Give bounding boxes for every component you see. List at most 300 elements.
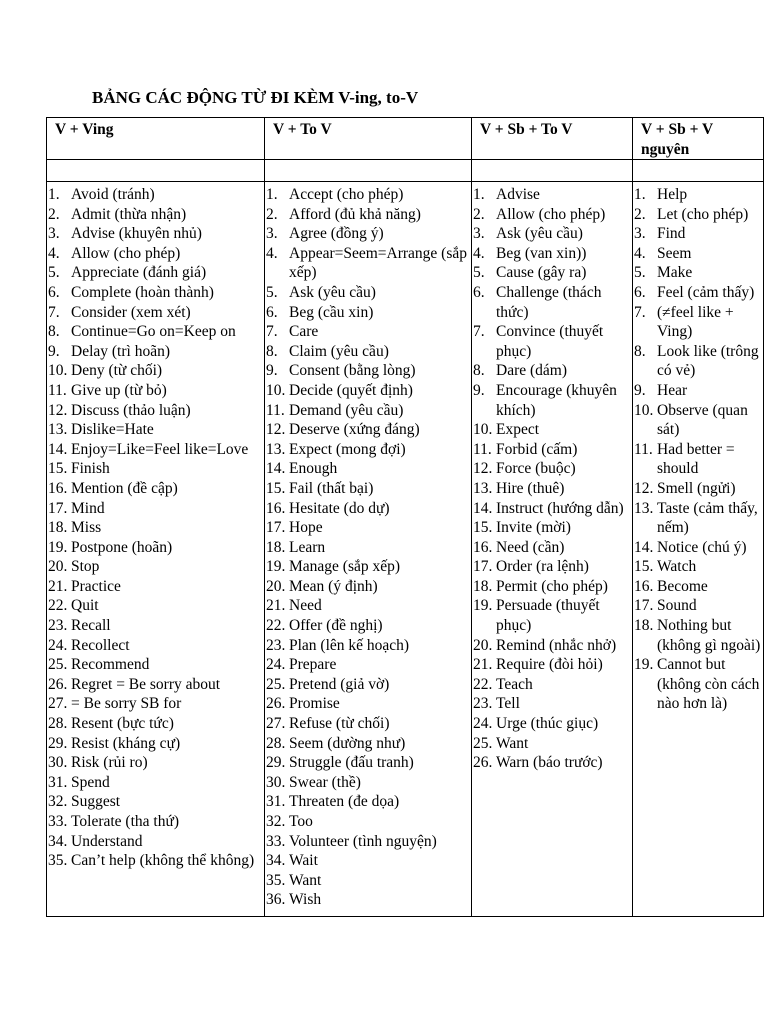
list-item: [47, 655, 264, 675]
list-item: [633, 577, 763, 597]
list-item: [47, 792, 264, 812]
list-item-number: 7.: [266, 323, 278, 341]
list-item: [47, 322, 264, 342]
list-item-text: Decide (quyết định): [289, 381, 413, 399]
list-item-text: Mean (ý định): [289, 577, 378, 595]
list-item-number: 10.: [266, 381, 286, 399]
list-item: [47, 244, 264, 264]
list-item-number: 18.: [266, 538, 286, 556]
list-item-number: 14.: [266, 460, 286, 478]
list-item-text: Delay (trì hoãn): [71, 342, 170, 360]
list-item-text: Deserve (xứng đáng): [289, 421, 420, 439]
list-item-text: Can’t help (không thể không): [71, 852, 255, 870]
list-item-text: Cause (gây ra): [496, 264, 587, 282]
list-item-text: Accept (cho phép): [289, 186, 404, 203]
verb-list-v-sb-to-v: [472, 182, 632, 779]
list-item-text: Miss: [71, 519, 102, 537]
list-item-text: Become: [657, 577, 708, 595]
list-item-number: 29.: [48, 734, 68, 752]
list-item: [472, 263, 632, 283]
list-item: [472, 459, 632, 479]
list-item-text: Mind: [71, 499, 105, 517]
header-v-to-v: V + To V: [265, 118, 472, 160]
list-item-number: 9.: [48, 342, 60, 360]
list-item: [265, 283, 471, 303]
list-item: [47, 185, 264, 205]
list-cell-v-sb-v-nguyen: [633, 182, 764, 917]
empty-cell: [633, 160, 764, 182]
list-item-text: Beg (cầu xin): [289, 303, 374, 321]
list-item-number: 13.: [634, 499, 654, 517]
list-item: [265, 792, 471, 812]
empty-cell: [472, 160, 633, 182]
list-item: [265, 401, 471, 421]
list-item-text: Pretend (giả vờ): [289, 675, 390, 693]
list-item: [472, 244, 632, 264]
list-item: [472, 420, 632, 440]
list-item: [633, 557, 763, 577]
list-item-text: Taste (cảm thấy, nếm): [657, 499, 758, 537]
list-item-text: Forbid (cấm): [496, 440, 578, 458]
list-item-text: Help: [657, 186, 688, 203]
list-item-text: Feel (cảm thấy): [657, 283, 755, 301]
list-item: [47, 479, 264, 499]
list-item-number: 10.: [48, 362, 68, 380]
list-item: [633, 342, 763, 381]
list-item-number: 23.: [473, 695, 493, 713]
list-item-text: Urge (thúc giục): [496, 715, 599, 733]
list-item: [47, 694, 264, 714]
list-item-number: 18.: [473, 577, 493, 595]
list-item-number: 2.: [266, 205, 278, 223]
list-item-text: Fail (thất bại): [289, 479, 374, 497]
list-item-number: 1.: [473, 186, 485, 203]
list-item: [265, 342, 471, 362]
list-item-number: 1.: [266, 186, 278, 203]
list-item-number: 33.: [266, 832, 286, 850]
list-item-number: 7.: [634, 303, 646, 321]
list-item: [633, 381, 763, 401]
list-item-text: Teach: [496, 675, 533, 693]
list-item-text: Offer (đề nghị): [289, 617, 383, 635]
list-item: [265, 420, 471, 440]
list-item-text: Avoid (tránh): [71, 186, 155, 203]
list-item-text: Dislike=Hate: [71, 421, 154, 439]
list-item-text: Want: [496, 734, 529, 752]
verb-table: [46, 117, 764, 917]
list-item-text: Practice: [71, 577, 121, 595]
list-item-text: Hope: [289, 519, 323, 537]
list-item: [633, 303, 763, 342]
list-item-text: Refuse (từ chối): [289, 715, 390, 733]
list-item-text: Nothing but (không gì ngoài): [657, 617, 761, 654]
list-item-number: 24.: [473, 715, 493, 733]
list-item-number: 4.: [48, 244, 60, 262]
list-item-text: Recommend: [71, 656, 150, 674]
list-item: [265, 205, 471, 225]
list-item-text: Finish: [71, 460, 110, 478]
list-item: [47, 303, 264, 323]
list-item: [265, 440, 471, 460]
list-item-number: 27.: [48, 695, 68, 713]
list-item-number: 4.: [634, 244, 646, 262]
list-item-number: 25.: [48, 656, 68, 674]
page-title: BẢNG CÁC ĐỘNG TỪ ĐI KÈM V-ing, to-V: [92, 88, 419, 107]
list-item: [265, 557, 471, 577]
list-item-number: 5.: [48, 264, 60, 282]
list-item-text: Smell (ngửi): [657, 479, 736, 497]
list-item-number: 36.: [266, 891, 286, 909]
list-item-number: 18.: [634, 617, 654, 635]
list-item-text: Consent (bằng lòng): [289, 362, 416, 380]
empty-cell: [265, 160, 472, 182]
list-item: [47, 753, 264, 773]
list-item-text: Remind (nhắc nhở): [496, 636, 617, 654]
list-item-number: 20.: [266, 577, 286, 595]
list-item-text: Tell: [496, 695, 520, 713]
list-item: [47, 812, 264, 832]
list-item-number: 28.: [266, 734, 286, 752]
list-item: [633, 185, 763, 205]
list-item: [265, 518, 471, 538]
list-item-text: Dare (dám): [496, 362, 567, 380]
list-item: [265, 616, 471, 636]
list-item-text: Give up (từ bỏ): [71, 381, 167, 399]
list-item-text: Make: [657, 264, 693, 282]
list-item-number: 12.: [266, 421, 286, 439]
list-item-text: Convince (thuyết phục): [496, 323, 604, 360]
list-item: [265, 459, 471, 479]
list-item: [265, 185, 471, 205]
empty-row: [47, 160, 764, 182]
list-item: [472, 205, 632, 225]
list-cell-v-to-v: [265, 182, 472, 917]
list-item: [472, 479, 632, 499]
list-item-text: Wish: [289, 891, 322, 909]
list-cell-v-sb-to-v: [472, 182, 633, 917]
list-item: [472, 655, 632, 675]
list-item-text: Suggest: [71, 793, 121, 811]
list-item: [265, 499, 471, 519]
list-item: [265, 361, 471, 381]
list-item: [633, 263, 763, 283]
list-item-number: 15.: [473, 519, 493, 537]
list-item-number: 10.: [634, 401, 654, 419]
list-item-number: 12.: [473, 460, 493, 478]
list-item: [47, 459, 264, 479]
list-item-text: Let (cho phép): [657, 205, 749, 223]
list-item: [265, 714, 471, 734]
list-item: [265, 244, 471, 283]
list-item-text: Expect: [496, 421, 540, 439]
list-item-number: 9.: [634, 381, 646, 399]
list-item: [633, 655, 763, 714]
list-item-text: Ask (yêu cầu): [496, 225, 583, 243]
verb-list-v-ving: [47, 182, 264, 877]
list-item-text: Force (buộc): [496, 460, 576, 478]
list-item: [47, 224, 264, 244]
list-item: [633, 596, 763, 616]
list-item-number: 12.: [634, 479, 654, 497]
list-item-number: 19.: [634, 656, 654, 674]
list-item: [633, 499, 763, 538]
list-item-text: Postpone (hoãn): [71, 538, 173, 556]
list-item: [633, 283, 763, 303]
list-item: [47, 342, 264, 362]
list-item-text: Warn (báo trước): [496, 754, 603, 772]
list-item-number: 26.: [48, 675, 68, 693]
list-item-text: Hire (thuê): [496, 479, 565, 497]
list-item: [633, 244, 763, 264]
list-item: [633, 224, 763, 244]
list-item: [265, 890, 471, 910]
list-item-number: 30.: [48, 754, 68, 772]
list-item-number: 22.: [266, 617, 286, 635]
list-item-text: Spend: [71, 773, 110, 791]
list-item-text: Invite (mời): [496, 519, 571, 537]
list-item-number: 24.: [48, 636, 68, 654]
list-item: [472, 557, 632, 577]
list-item: [47, 263, 264, 283]
list-item: [633, 538, 763, 558]
list-item-number: 5.: [473, 264, 485, 282]
list-item-text: Permit (cho phép): [496, 577, 608, 595]
list-item-number: 22.: [48, 597, 68, 615]
list-item-number: 17.: [48, 499, 68, 517]
list-item-number: 14.: [634, 538, 654, 556]
header-v-sb-to-v: V + Sb + To V: [472, 118, 633, 160]
list-item: [47, 440, 264, 460]
list-item-number: 16.: [48, 479, 68, 497]
list-item-number: 15.: [48, 460, 68, 478]
list-item-number: 35.: [266, 871, 286, 889]
list-item: [265, 753, 471, 773]
list-item: [633, 479, 763, 499]
list-item-text: Consider (xem xét): [71, 303, 191, 321]
list-item-number: 33.: [48, 813, 68, 830]
list-item-text: Discuss (thảo luận): [71, 401, 191, 419]
list-item: [472, 694, 632, 714]
list-item: [472, 714, 632, 734]
list-item: [472, 518, 632, 538]
list-item-text: Manage (sắp xếp): [289, 558, 401, 576]
list-item-text: Need: [289, 597, 322, 615]
list-item: [47, 851, 264, 871]
list-item-number: 32.: [48, 793, 68, 811]
list-item: [47, 361, 264, 381]
list-item-number: 11.: [266, 401, 285, 419]
list-item: [472, 440, 632, 460]
list-item: [47, 283, 264, 303]
list-item-text: Observe (quan sát): [657, 401, 748, 439]
list-item-number: 32.: [266, 813, 286, 830]
list-item: [472, 675, 632, 695]
list-item-number: 8.: [266, 342, 278, 360]
list-item-number: 14.: [48, 440, 68, 458]
list-item: [265, 694, 471, 714]
list-item: [472, 361, 632, 381]
list-item-number: 24.: [266, 656, 286, 674]
list-item: [265, 381, 471, 401]
list-item-text: Enough: [289, 460, 338, 478]
list-item-number: 6.: [634, 283, 646, 301]
list-item-number: 15.: [634, 558, 654, 576]
list-item-text: Learn: [289, 538, 326, 556]
list-item-text: Watch: [657, 558, 697, 576]
list-item-text: Appear=Seem=Arrange (sắp xếp): [289, 244, 468, 282]
list-item-number: 5.: [266, 283, 278, 301]
list-item-number: 30.: [266, 773, 286, 791]
list-item-text: Tolerate (tha thứ): [71, 813, 180, 830]
list-item-number: 15.: [266, 479, 286, 497]
list-item: [265, 655, 471, 675]
empty-cell: [47, 160, 265, 182]
list-item: [633, 401, 763, 440]
list-item: [47, 538, 264, 558]
list-item: [472, 734, 632, 754]
list-item-number: 6.: [266, 303, 278, 321]
list-item-number: 31.: [48, 773, 68, 791]
list-item: [472, 322, 632, 361]
list-item-text: Need (cần): [496, 538, 565, 556]
list-item-number: 13.: [48, 421, 68, 439]
list-item-number: 19.: [266, 558, 286, 576]
list-item-text: Encourage (khuyên khích): [496, 381, 617, 419]
list-item-text: Challenge (thách thức): [496, 283, 602, 321]
list-item-text: Seem (dường như): [289, 734, 406, 752]
list-item-text: Beg (van xin)): [496, 244, 587, 262]
list-item-text: Quit: [71, 597, 99, 615]
list-item-text: Admit (thừa nhận): [71, 205, 187, 223]
list-item: [265, 596, 471, 616]
list-item-text: Hear: [657, 381, 688, 399]
list-item-number: 25.: [266, 675, 286, 693]
list-item-number: 6.: [473, 283, 485, 301]
list-item: [47, 675, 264, 695]
list-item-number: 3.: [266, 225, 278, 243]
list-row: [47, 182, 764, 917]
list-item: [633, 440, 763, 479]
list-item-number: 16.: [473, 538, 493, 556]
list-item-text: Order (ra lệnh): [496, 558, 589, 576]
list-item-text: Notice (chú ý): [657, 538, 747, 556]
list-item-number: 8.: [48, 323, 60, 341]
list-item-number: 26.: [266, 695, 286, 713]
list-item-number: 13.: [266, 440, 286, 458]
list-item-text: Stop: [71, 558, 100, 576]
list-item: [47, 773, 264, 793]
list-item-text: Mention (đề cập): [71, 479, 178, 497]
list-item-text: Had better = should: [657, 440, 735, 478]
list-item-text: Demand (yêu cầu): [289, 401, 404, 419]
list-item-text: Deny (từ chối): [71, 362, 163, 380]
list-item-number: 13.: [473, 479, 493, 497]
list-item-number: 35.: [48, 852, 68, 870]
list-item-number: 34.: [48, 832, 68, 850]
list-item-number: 17.: [266, 519, 286, 537]
list-item-number: 5.: [634, 264, 646, 282]
list-item-text: Seem: [657, 244, 692, 262]
list-item: [633, 205, 763, 225]
list-item-number: 3.: [634, 225, 646, 243]
list-item-text: Claim (yêu cầu): [289, 342, 389, 360]
list-item-number: 21.: [48, 577, 68, 595]
list-item-number: 18.: [48, 519, 68, 537]
header-row: [47, 118, 764, 160]
list-item-text: Prepare: [289, 656, 337, 674]
list-item-number: 4.: [266, 244, 278, 262]
list-item-text: Find: [657, 225, 686, 243]
list-item-text: Wait: [289, 852, 318, 870]
list-item-number: 20.: [48, 558, 68, 576]
list-item: [265, 538, 471, 558]
list-item: [47, 636, 264, 656]
list-item-text: Advise: [496, 186, 540, 203]
list-item-number: 9.: [266, 362, 278, 380]
list-item: [472, 283, 632, 322]
list-item-text: Risk (rủi ro): [71, 754, 148, 772]
list-item: [265, 871, 471, 891]
verb-list-v-sb-v-nguyen: [633, 182, 763, 720]
list-item-text: Resist (kháng cự): [71, 734, 181, 752]
list-item-number: 14.: [473, 499, 493, 517]
list-item-text: Recall: [71, 617, 111, 635]
list-cell-v-ving: [47, 182, 265, 917]
list-item-text: Resent (bực tức): [71, 715, 174, 733]
list-item: [265, 773, 471, 793]
list-item: [472, 224, 632, 244]
list-item-text: Want: [289, 871, 322, 889]
list-item: [265, 224, 471, 244]
list-item: [472, 538, 632, 558]
list-item-number: 2.: [473, 205, 485, 223]
list-item-number: 23.: [266, 636, 286, 654]
header-v-ving: V + Ving: [47, 118, 265, 160]
list-item-number: 4.: [473, 244, 485, 262]
list-item-number: 17.: [634, 597, 654, 615]
list-item: [47, 401, 264, 421]
list-item-number: 11.: [473, 440, 492, 458]
list-item-text: Hesitate (do dự): [289, 499, 390, 517]
list-item-text: Threaten (đe dọa): [289, 793, 400, 811]
list-item: [265, 479, 471, 499]
list-item-text: Understand: [71, 832, 143, 850]
list-item: [265, 812, 471, 832]
list-item-text: Cannot but (không còn cách nào hơn là): [657, 656, 760, 713]
list-item-number: 23.: [48, 617, 68, 635]
list-item-text: Ask (yêu cầu): [289, 283, 376, 301]
list-item: [472, 636, 632, 656]
verb-list-v-to-v: [265, 182, 471, 916]
list-item-number: 11.: [48, 381, 67, 399]
list-item: [47, 205, 264, 225]
list-item-number: 6.: [48, 283, 60, 301]
list-item: [265, 636, 471, 656]
list-item-number: 34.: [266, 852, 286, 870]
list-item: [472, 185, 632, 205]
list-item-number: 10.: [473, 421, 493, 439]
list-item: [47, 734, 264, 754]
list-item-text: Persuade (thuyết phục): [496, 597, 600, 635]
list-item-number: 12.: [48, 401, 68, 419]
list-item: [47, 596, 264, 616]
list-item: [47, 381, 264, 401]
list-item-text: Too: [289, 813, 313, 830]
list-item-number: 31.: [266, 793, 286, 811]
list-item-text: Expect (mong đợi): [289, 440, 406, 458]
list-item-number: 20.: [473, 636, 493, 654]
list-item-number: 8.: [634, 342, 646, 360]
